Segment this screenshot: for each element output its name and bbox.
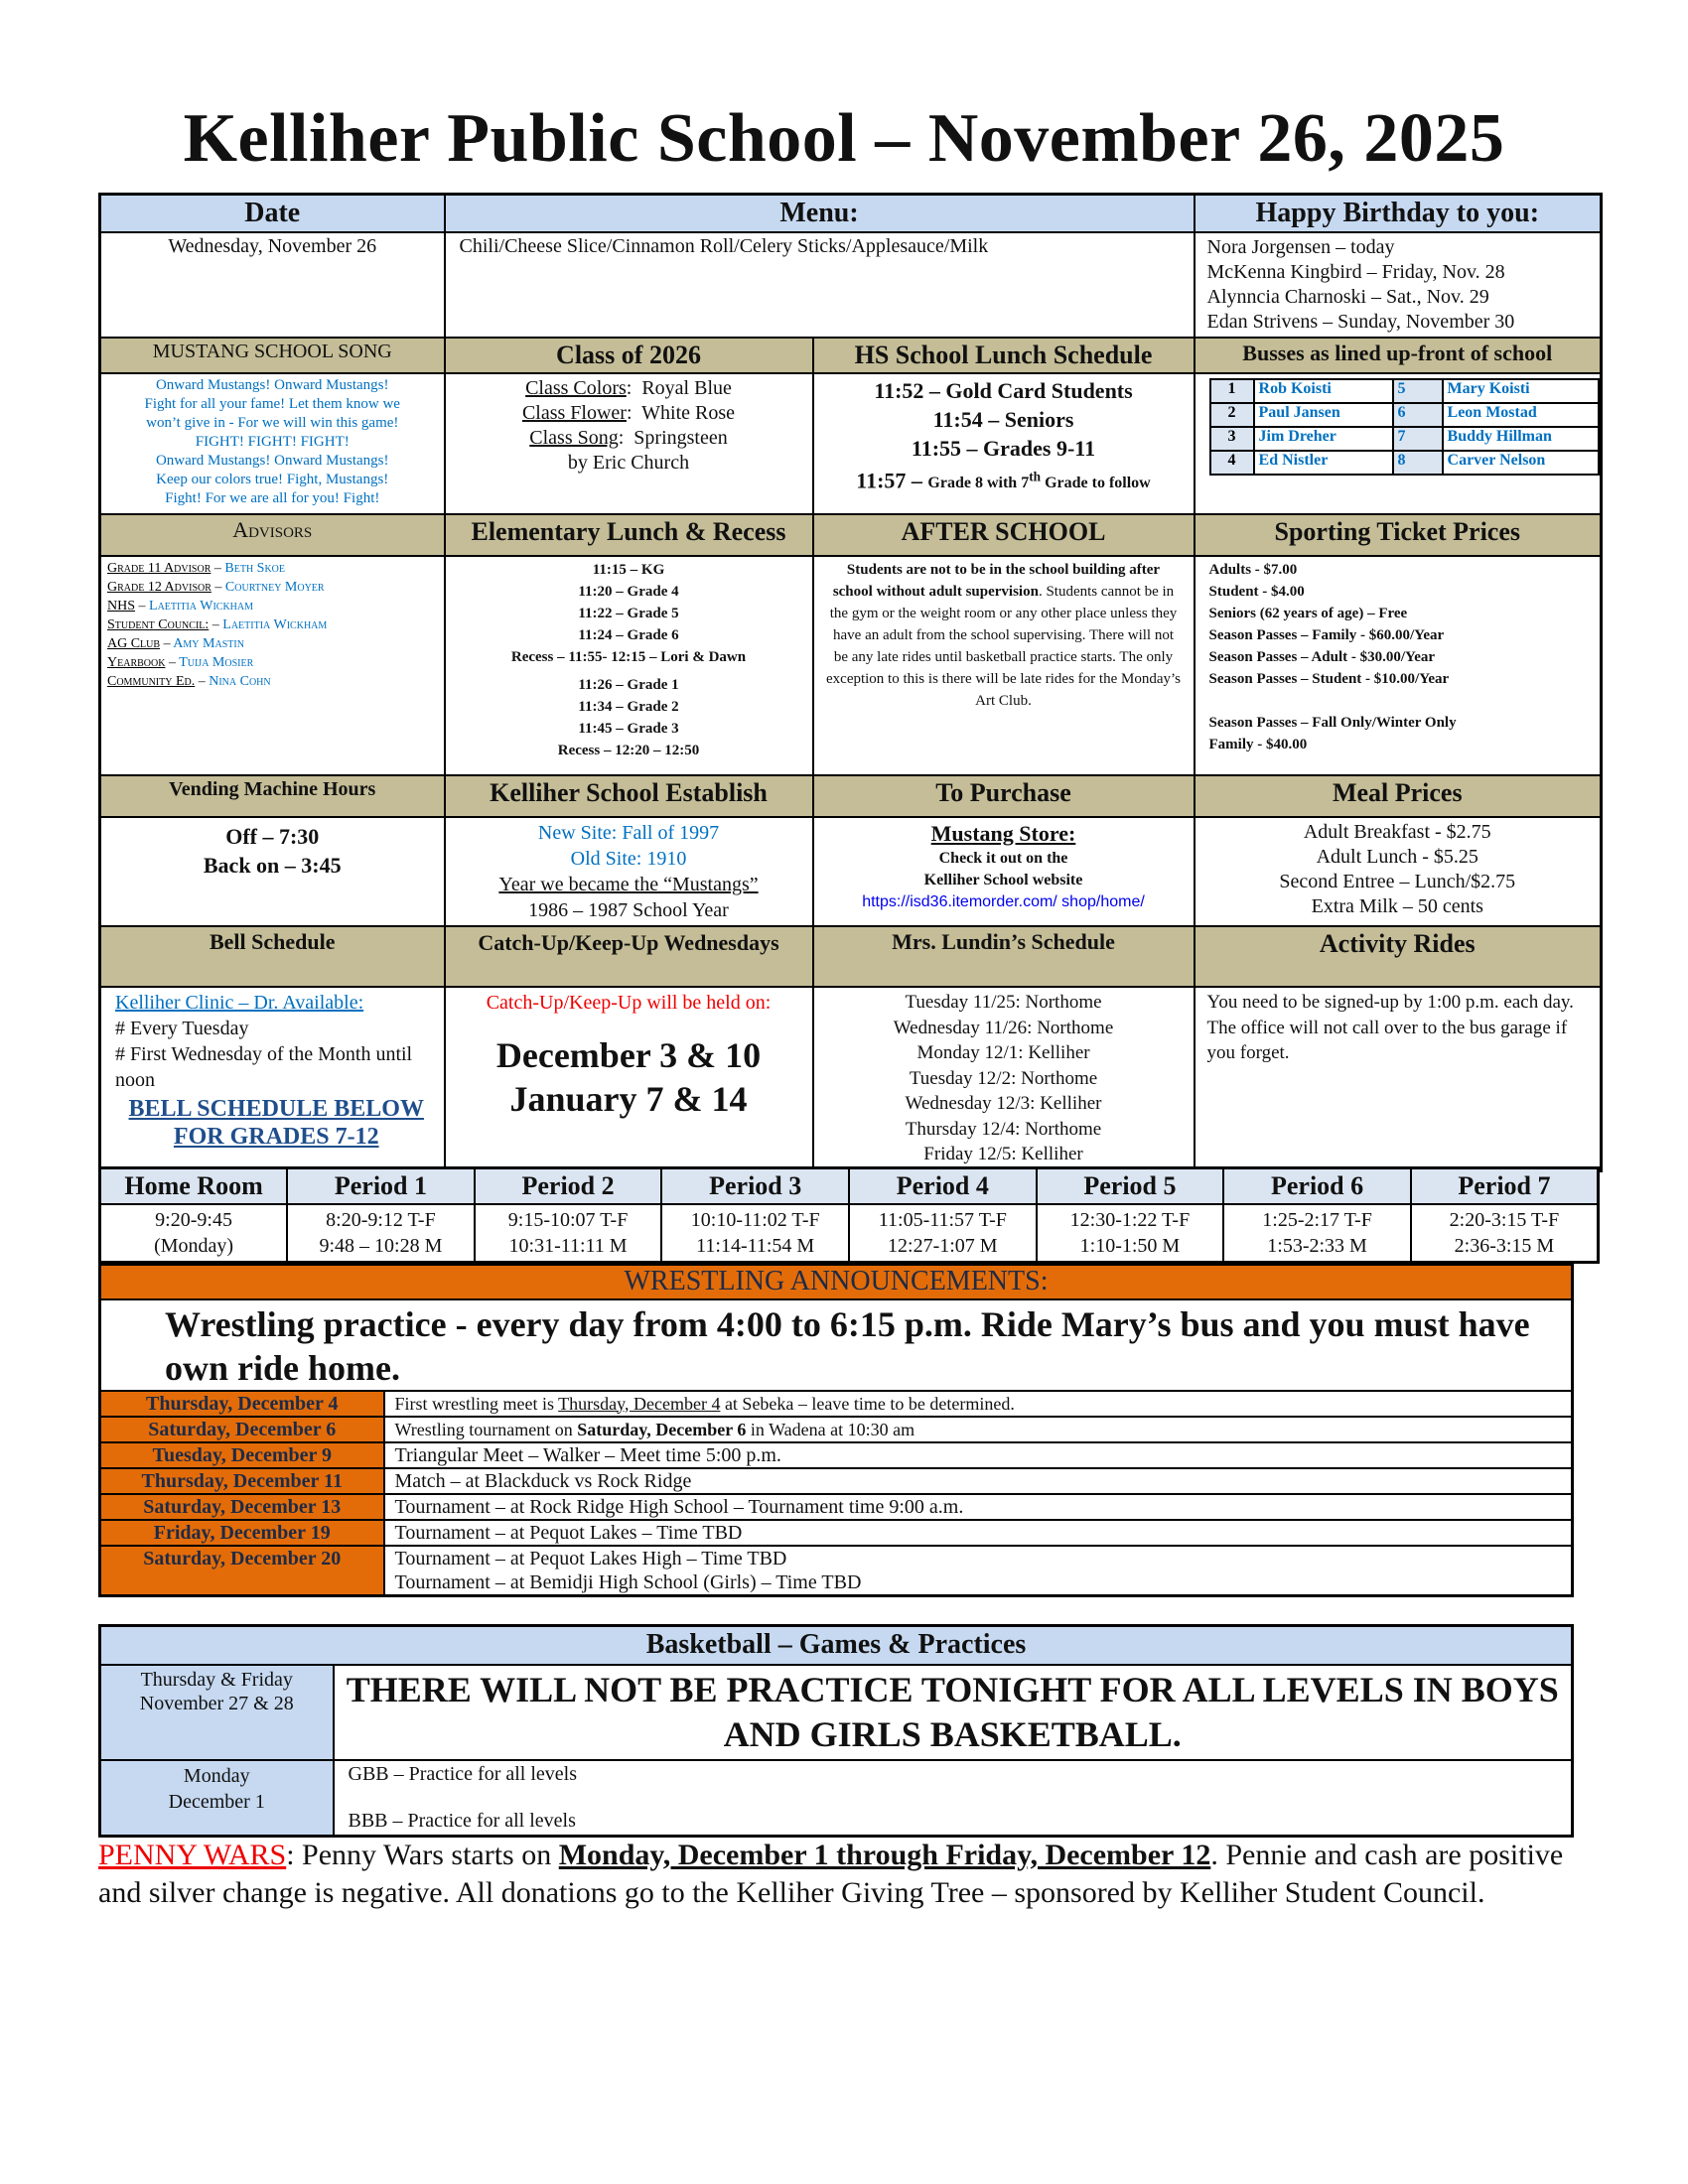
lundin-item: Tuesday 11/25: Northome — [905, 992, 1102, 1013]
vending-header: Vending Machine Hours — [100, 775, 445, 817]
elem-item: 11:45 – Grade 3 — [578, 721, 679, 737]
vending-off: Off – 7:30 — [225, 824, 320, 849]
bell-time-tf: 2:20-3:15 T-F — [1449, 1209, 1560, 1231]
vending-on: Back on – 3:45 — [203, 853, 342, 878]
catchup-date: December 3 & 10 — [495, 1035, 762, 1075]
bell-schedule-link[interactable]: BELL SCHEDULE BELOW FOR GRADES 7-12 — [128, 1096, 424, 1150]
after-school-header: AFTER SCHOOL — [813, 514, 1195, 556]
bell-time-m: (Monday) — [154, 1235, 234, 1257]
elem-item: 11:24 – Grade 6 — [578, 627, 679, 643]
wrestling-event — [384, 1468, 1573, 1494]
birthday-item: Nora Jorgensen – today — [1206, 236, 1395, 258]
lunch-item — [820, 463, 1188, 497]
elem-item: 11:15 – KG — [592, 562, 665, 578]
advisors-list — [100, 556, 445, 775]
purchase-header: To Purchase — [813, 775, 1195, 817]
meal-item: Adult Breakfast - $2.75 — [1303, 821, 1491, 843]
ticket-item: Season Passes – Family - $60.00/Year — [1208, 627, 1445, 643]
ticket-item: Seniors (62 years of age) – Free — [1208, 606, 1408, 621]
class-colors-value: Royal Blue — [641, 377, 732, 399]
date-header: Date — [100, 195, 445, 233]
advisor-item: Yearbook – Tuija Mosier — [107, 655, 254, 670]
bell-time-m: 1:10-1:50 M — [1079, 1235, 1181, 1257]
penny-wars-dates: Monday, December 1 through Friday, December 12 — [558, 1839, 1211, 1871]
wrestling-date: Saturday, December 20 — [100, 1546, 384, 1596]
advisor-name: Nina Cohn — [209, 674, 271, 689]
bus-driver: Leon Mostad — [1443, 403, 1600, 427]
new-site: New Site: Fall of 1997 — [537, 822, 720, 844]
advisor-item: Grade 12 Advisor – Courtney Moyer — [107, 580, 325, 595]
activity-rides-header: Activity Rides — [1195, 926, 1602, 987]
advisor-name: Laetitia Wickham — [149, 599, 254, 614]
event-text: Tournament – at Rock Ridge High School – Tournament time 9:00 a.m. — [394, 1495, 964, 1518]
birthday-item: McKenna Kingbird – Friday, Nov. 28 — [1206, 261, 1505, 283]
clinic-item: # First Wednesday of the Month until noon — [115, 1043, 413, 1091]
song-line: Keep our colors true! Fight, Mustangs! — [156, 472, 389, 487]
wrestling-event — [384, 1546, 1573, 1596]
lundin-header: Mrs. Lundin’s Schedule — [813, 926, 1195, 987]
meal-item: Second Entree – Lunch/$2.75 — [1279, 871, 1516, 892]
song-line: Onward Mustangs! Onward Mustangs! — [155, 453, 389, 469]
class-song-artist: by Eric Church — [567, 452, 690, 474]
bell-time-tf: 12:30-1:22 T-F — [1069, 1209, 1191, 1231]
advisor-item: Community Ed. – Nina Cohn — [107, 674, 271, 689]
bus-driver: Mary Koisti — [1443, 379, 1600, 403]
elem-item: 11:20 – Grade 4 — [578, 584, 679, 600]
establish-info — [445, 817, 813, 926]
bus-number: 6 — [1393, 403, 1443, 427]
meal-prices — [1195, 817, 1602, 926]
advisor-role: NHS — [107, 599, 136, 614]
elem-item: Recess – 11:55- 12:15 – Lori & Dawn — [510, 649, 747, 665]
lundin-item: Friday 12/5: Kelliher — [923, 1144, 1083, 1164]
vending-hours — [100, 817, 445, 926]
event-text: Tournament – at Pequot Lakes High – Time TBD — [394, 1547, 787, 1570]
basketball-table — [98, 1624, 1574, 1838]
clinic-link[interactable]: Kelliher Clinic – Dr. Available: — [115, 992, 364, 1014]
bell-time-tf: 1:25-2:17 T-F — [1262, 1209, 1372, 1231]
advisor-role: Student Council: — [107, 617, 210, 632]
penny-wars-label: PENNY WARS — [98, 1839, 287, 1871]
purchase-line: Kelliher School website — [923, 872, 1083, 888]
bell-period-header: Period 2 — [475, 1168, 662, 1205]
store-link[interactable]: https://isd36.itemorder.com/ shop/home/ — [862, 893, 1145, 910]
ticket-item: Adults - $7.00 — [1208, 562, 1298, 578]
bell-period-header: Period 4 — [849, 1168, 1037, 1205]
bell-period-header: Period 3 — [661, 1168, 849, 1205]
lundin-item: Tuesday 12/2: Northome — [909, 1067, 1098, 1089]
song-line: Fight! For we are all for you! Fight! — [165, 490, 380, 506]
ticket-prices — [1195, 556, 1602, 775]
after-school-text — [813, 556, 1195, 775]
date-line: Thursday & Friday — [140, 1668, 293, 1691]
bus-number: 2 — [1210, 403, 1254, 427]
elem-item: 11:26 – Grade 1 — [578, 677, 679, 693]
bell-time-tf: 10:10-11:02 T-F — [690, 1209, 820, 1231]
bell-time-m: 10:31-11:11 M — [508, 1235, 628, 1257]
event-date: Thursday, December 4 — [558, 1393, 721, 1414]
event-text: Match – at Blackduck vs Rock Ridge — [394, 1469, 692, 1492]
class-flower-value: White Rose — [641, 402, 736, 424]
lundin-item: Wednesday 11/26: Northome — [893, 1017, 1114, 1038]
wrestling-row — [100, 1546, 1573, 1596]
date-line: November 27 & 28 — [139, 1692, 294, 1714]
song-line: won’t give in - For we will win this game! — [146, 415, 399, 431]
date-line: Monday — [183, 1764, 250, 1787]
school-song — [100, 373, 445, 514]
basketball-notice: THERE WILL NOT BE PRACTICE TONIGHT FOR ALL LEVELS IN BOYS AND GIRLS BASKETBALL. — [334, 1665, 1573, 1760]
wrestling-table — [98, 1263, 1574, 1597]
event-date: Saturday, December 6 — [577, 1419, 747, 1439]
wrestling-event — [384, 1417, 1573, 1442]
bell-period-times — [1037, 1204, 1224, 1263]
class-song-value: Springsteen — [633, 427, 728, 449]
advisor-item: Grade 11 Advisor – Beth Skoe — [107, 561, 286, 576]
lunch-time: 11:57 – — [856, 468, 922, 493]
wrestling-row — [100, 1520, 1573, 1546]
wrestling-row — [100, 1442, 1573, 1468]
catchup-note: Catch-Up/Keep-Up will be held on: — [486, 992, 772, 1014]
mustangs-year-label: Year we became the “Mustangs” — [498, 874, 759, 895]
bus-cell — [1195, 373, 1602, 514]
advisor-item: NHS – Laetitia Wickham — [107, 599, 254, 614]
info-grid — [98, 193, 1603, 1172]
advisor-role: Yearbook — [107, 655, 166, 670]
bell-period-times — [1411, 1204, 1599, 1263]
menu-header: Menu: — [445, 195, 1195, 233]
old-site: Old Site: 1910 — [570, 848, 687, 870]
lunch-text: Grade 8 with 7 — [927, 475, 1030, 492]
wrestling-row — [100, 1391, 1573, 1417]
page-title: Kelliher Public School – November 26, 2025 — [183, 100, 1505, 177]
catchup-info — [445, 987, 813, 1170]
menu-value: Chili/Cheese Slice/Cinnamon Roll/Celery Sticks/Applesauce/Milk — [445, 232, 1195, 338]
event-text: Wrestling tournament on — [394, 1419, 578, 1439]
ticket-item: Season Passes – Adult - $30.00/Year — [1208, 649, 1436, 665]
ticket-item: Student - $4.00 — [1208, 584, 1305, 600]
penny-wars-paragraph — [98, 1837, 1578, 1912]
basketball-date — [100, 1665, 334, 1760]
advisor-name: Courtney Moyer — [224, 580, 325, 595]
advisor-name: Beth Skoe — [224, 561, 286, 576]
bus-row — [1210, 427, 1600, 451]
penny-wars-post: . Pennie and cash are positive and silver change is negative. All donations go to the Kelliher Giving Tree – sponsored by Kelliher Student Council. — [98, 1839, 1564, 1909]
bell-info — [100, 987, 445, 1170]
bell-time-m: 1:53-2:33 M — [1267, 1235, 1367, 1257]
advisor-name: Amy Mastin — [173, 636, 244, 651]
bell-time-m: 11:14-11:54 M — [696, 1235, 815, 1257]
wrestling-date: Tuesday, December 9 — [100, 1442, 384, 1468]
catchup-date: January 7 & 14 — [509, 1079, 748, 1119]
wrestling-date: Saturday, December 6 — [100, 1417, 384, 1442]
lundin-item: Monday 12/1: Kelliher — [916, 1042, 1090, 1063]
hs-lunch-header: HS School Lunch Schedule — [813, 338, 1195, 373]
mustangs-year: 1986 – 1987 School Year — [528, 899, 729, 921]
event-text: Tournament – at Bemidji High School (Girls) – Time TBD — [394, 1570, 862, 1593]
lundin-item: Thursday 12/4: Northome — [905, 1118, 1102, 1140]
gbb-practice: GBB – Practice for all levels — [348, 1762, 577, 1785]
wrestling-row — [100, 1494, 1573, 1520]
bus-number: 3 — [1210, 427, 1254, 451]
bell-time-tf: 8:20-9:12 T-F — [326, 1209, 436, 1231]
bus-row — [1210, 451, 1600, 475]
bell-period-times — [849, 1204, 1037, 1263]
class-colors-label: Class Colors — [525, 377, 627, 399]
bell-time-m: 12:27-1:07 M — [888, 1235, 998, 1257]
event-text: at Sebeka – leave time to be determined. — [720, 1393, 1015, 1414]
wrestling-date: Thursday, December 11 — [100, 1468, 384, 1494]
basketball-date — [100, 1760, 334, 1837]
bell-time-m: 9:48 – 10:28 M — [319, 1235, 443, 1257]
after-school-rest: . Students cannot be in the gym or the weight room or any other place unless they have an adult from the school supervising. There will not be any late rides until basketball practice starts. The only exception to this is there will be late rides for the Monday’s Art Club. — [826, 584, 1181, 709]
lunch-item: 11:55 – Grades 9-11 — [911, 436, 1096, 461]
ticket-item: Family - $40.00 — [1208, 737, 1308, 752]
date-value: Wednesday, November 26 — [100, 232, 445, 338]
bell-header: Bell Schedule — [100, 926, 445, 987]
wrestling-row — [100, 1417, 1573, 1442]
bus-driver: Rob Koisti — [1254, 379, 1393, 403]
date-line: December 1 — [168, 1790, 265, 1813]
bell-period-times — [287, 1204, 475, 1263]
catchup-header: Catch-Up/Keep-Up Wednesdays — [445, 926, 813, 987]
birthday-item: Edan Strivens – Sunday, November 30 — [1206, 311, 1515, 333]
advisor-name: Tuija Mosier — [179, 655, 254, 670]
event-text: Triangular Meet – Walker – Meet time 5:00 p.m. — [394, 1443, 781, 1466]
bus-number: 7 — [1393, 427, 1443, 451]
ticket-item: Season Passes – Student - $10.00/Year — [1208, 671, 1450, 687]
bus-driver: Buddy Hillman — [1443, 427, 1600, 451]
advisor-item: Student Council: – Laetitia Wickham — [107, 617, 328, 632]
lunch-item: 11:52 – Gold Card Students — [874, 378, 1133, 403]
lunch-item: 11:54 – Seniors — [932, 407, 1074, 432]
wrestling-event — [384, 1520, 1573, 1546]
class-flower-label: Class Flower — [521, 402, 627, 424]
purchase-line: Check it out on the — [938, 850, 1068, 867]
bus-header: Busses as lined up-front of school — [1195, 338, 1602, 373]
bus-driver: Jim Dreher — [1254, 427, 1393, 451]
bell-period-times — [1223, 1204, 1411, 1263]
advisor-item: AG Club – Amy Mastin — [107, 636, 244, 651]
basketball-header: Basketball – Games & Practices — [100, 1626, 1573, 1665]
clinic-item: # Every Tuesday — [115, 1018, 249, 1039]
penny-wars-pre: : Penny Wars starts on — [286, 1839, 559, 1871]
bus-number: 1 — [1210, 379, 1254, 403]
bell-time-tf: 9:20-9:45 — [155, 1209, 232, 1231]
bell-time-tf: 11:05-11:57 T-F — [878, 1209, 1007, 1231]
bell-period-times — [475, 1204, 662, 1263]
advisor-role: Community Ed. — [107, 674, 196, 689]
bus-driver: Carver Nelson — [1443, 451, 1600, 475]
wrestling-header: WRESTLING ANNOUNCEMENTS: — [100, 1265, 1573, 1299]
birthday-list — [1195, 232, 1602, 338]
elem-item: 11:34 – Grade 2 — [578, 699, 679, 715]
bus-table — [1209, 378, 1601, 476]
bus-row — [1210, 403, 1600, 427]
bus-number: 4 — [1210, 451, 1254, 475]
advisor-role: Grade 12 Advisor — [107, 580, 211, 595]
wrestling-event — [384, 1442, 1573, 1468]
lunch-sup: th — [1029, 470, 1042, 484]
bus-row — [1210, 379, 1600, 403]
establish-header: Kelliher School Establish — [445, 775, 813, 817]
advisor-role: AG Club — [107, 636, 161, 651]
class-info: Class Colors: Royal Blue Class Flower: White Rose Class Song: Springsteen by Eric Church — [445, 373, 813, 514]
after-school-bold: Students are not to be in the school building after school without adult supervision — [832, 562, 1161, 600]
purchase-info — [813, 817, 1195, 926]
wrestling-row — [100, 1468, 1573, 1494]
bus-number: 5 — [1393, 379, 1443, 403]
lunch-rest: Grade to follow — [1041, 475, 1151, 492]
bell-time-m: 2:36-3:15 M — [1454, 1235, 1555, 1257]
event-text: First wrestling meet is — [394, 1393, 559, 1414]
ticket-item: Season Passes – Fall Only/Winter Only — [1208, 715, 1457, 731]
wrestling-date: Friday, December 19 — [100, 1520, 384, 1546]
song-line: FIGHT! FIGHT! FIGHT! — [195, 434, 350, 450]
wrestling-date: Saturday, December 13 — [100, 1494, 384, 1520]
class-header: Class of 2026 — [445, 338, 813, 373]
elem-item: 11:22 – Grade 5 — [578, 606, 679, 621]
class-song-label: Class Song — [529, 427, 619, 449]
mustang-store-label: Mustang Store: — [930, 821, 1076, 846]
bus-driver: Paul Jansen — [1254, 403, 1393, 427]
bell-period-header: Home Room — [100, 1168, 288, 1205]
meal-item: Extra Milk – 50 cents — [1311, 895, 1483, 917]
birthday-header: Happy Birthday to you: — [1195, 195, 1602, 233]
event-text: in Wadena at 10:30 am — [746, 1419, 915, 1439]
song-header: MUSTANG SCHOOL SONG — [100, 338, 445, 373]
bell-period-header: Period 1 — [287, 1168, 475, 1205]
hs-lunch-list — [813, 373, 1195, 514]
bell-schedule-table — [98, 1166, 1600, 1264]
bus-number: 8 — [1393, 451, 1443, 475]
elem-item: Recess – 12:20 – 12:50 — [557, 743, 700, 758]
wrestling-event — [384, 1391, 1573, 1417]
advisors-header: Advisors — [100, 514, 445, 556]
wrestling-banner: Wrestling practice - every day from 4:00 to 6:15 p.m. Ride Mary’s bus and you must have own ride home. — [100, 1299, 1573, 1391]
bus-driver: Ed Nistler — [1254, 451, 1393, 475]
bell-period-times — [100, 1204, 288, 1263]
elementary-header: Elementary Lunch & Recess — [445, 514, 813, 556]
bell-time-tf: 9:15-10:07 T-F — [507, 1209, 629, 1231]
advisor-name: Laetitia Wickham — [222, 617, 328, 632]
event-text: Tournament – at Pequot Lakes – Time TBD — [394, 1521, 743, 1544]
birthday-item: Alynncia Charnoski – Sat., Nov. 29 — [1206, 286, 1489, 308]
lundin-schedule — [813, 987, 1195, 1170]
song-line: Fight for all your fame! Let them know we — [144, 396, 400, 412]
bell-period-header: Period 7 — [1411, 1168, 1599, 1205]
meal-prices-header: Meal Prices — [1195, 775, 1602, 817]
advisor-role: Grade 11 Advisor — [107, 561, 211, 576]
activity-rides-text: You need to be signed-up by 1:00 p.m. each day. The office will not call over to the bus garage if you forget. — [1195, 987, 1602, 1170]
bell-period-header: Period 6 — [1223, 1168, 1411, 1205]
tickets-header: Sporting Ticket Prices — [1195, 514, 1602, 556]
lundin-item: Wednesday 12/3: Kelliher — [905, 1093, 1102, 1114]
meal-item: Adult Lunch - $5.25 — [1316, 846, 1478, 868]
bell-period-header: Period 5 — [1037, 1168, 1224, 1205]
elementary-schedule — [445, 556, 813, 775]
bbb-practice: BBB – Practice for all levels — [348, 1809, 576, 1832]
bell-period-times — [661, 1204, 849, 1263]
wrestling-date: Thursday, December 4 — [100, 1391, 384, 1417]
song-line: Onward Mustangs! Onward Mustangs! — [155, 377, 389, 393]
wrestling-event — [384, 1494, 1573, 1520]
basketball-practices — [334, 1760, 1573, 1837]
